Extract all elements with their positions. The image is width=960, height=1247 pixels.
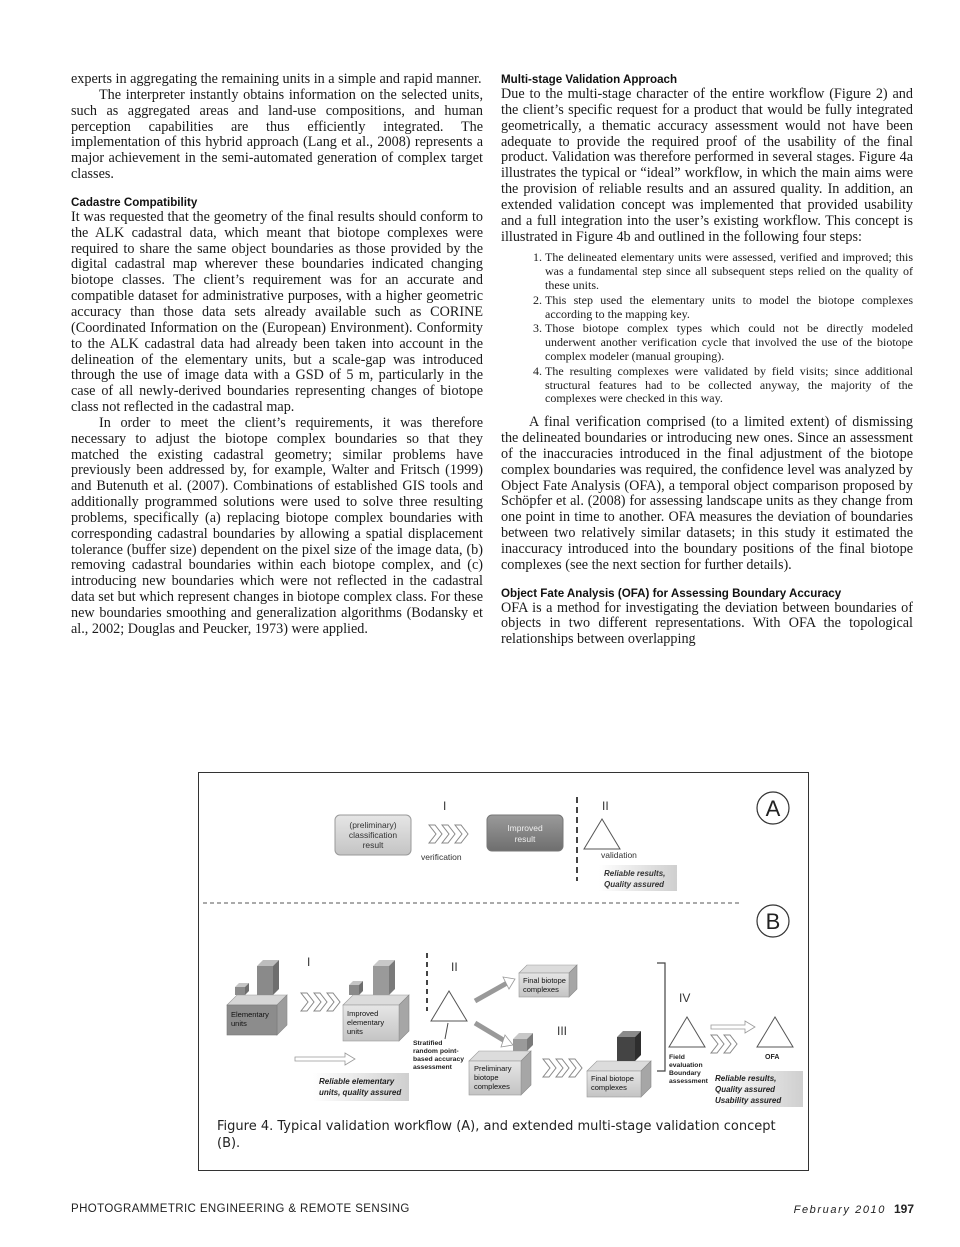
prelim-box-line1: (preliminary) (349, 820, 397, 830)
page-info (794, 1202, 914, 1216)
prelim-line1: Preliminary (474, 1064, 512, 1073)
verification-label: verification (421, 852, 462, 862)
final-top-line1: Final biotope (523, 976, 566, 985)
stage-label-b4: IV (679, 991, 691, 1005)
stage-label-b1: I (307, 955, 311, 969)
right-paragraph-2: A final verification comprised (to a limited extent) of dismissing the delineated boundaries or introducing new ones. Since an assessment of the inaccuracies introduced in the final adjustment of the biotope complex boundaries was required, the confidence level was analyzed by Object Fate Analysis (OFA), a temporal object comparison proposed by Schöpfer et al. (2008) for assessing landscape units as they change from one point in time to another. OFA measures the deviation of boundaries between two relatively similar datasets; in this study it estimated the inaccuracy introduced into the boundary positions of the final biotope complexes (see the next section for further details). (501, 414, 913, 573)
list-item: 3. Those biotope complex types which could not be directly modeled underwent another verification cycle that involved the use of the biotope complex modeler (manual grouping). (545, 322, 913, 363)
reliable-elem-line1: Reliable elementary (319, 1077, 395, 1086)
field-line4: assessment (669, 1078, 708, 1085)
workflow-diagram (199, 773, 808, 1113)
improved-box-line1: Improved (507, 823, 543, 833)
section-heading-ofa: Object Fate Analysis (OFA) for Assessing Boundary Accuracy (501, 586, 842, 600)
section-heading-cadastre: Cadastre Compatibility (71, 195, 198, 209)
right-paragraph-3: OFA is a method for investigating the deviation between boundaries of objects in two different representations. With OFA the topological relationships between overlapping (501, 599, 913, 648)
right-paragraph-1: Due to the multi-stage character of the entire workflow (Figure 2) and the client’s specific request for a product that would be fully integrated geometrically, a thematic accuracy assessment would not have been adequate to provide the required proof of the usability of the final product. Validation was therefore performed in several stages. Figure 4a illustrates the typical or “ideal” workflow, in which the main aims were the provision of reliable results and an assured quality. In addition, an extended validation concept was implemented that provided usability and a full integration into the user’s existing workflow. This concept is illustrated in Figure 4b and outlined in the following four steps: (501, 86, 913, 245)
final-top-line2: complexes (523, 985, 559, 994)
panel-b (227, 905, 803, 1107)
final-mid-line1: Final biotope (591, 1074, 634, 1083)
stage-label-b3: III (557, 1024, 568, 1038)
improved-line1: Improved (347, 1009, 379, 1018)
improved-result-box (487, 815, 563, 851)
chevron-arrow-icon (543, 1059, 582, 1077)
triangle-icon (431, 991, 467, 1021)
left-paragraph-2: The interpreter instantly obtains information on the selected units, such as aggregated areas and land-use compositions, and human perception capabilities are thus efficiently integrated. The implementation of this hybrid approach (Lang et al., 2008) represents a major achievement in the semi-automated generation of complex target classes. (71, 86, 483, 183)
stage-label-a2: II (602, 799, 609, 813)
section-heading-validation: Multi-stage Validation Approach (501, 73, 678, 86)
stage-label-a1: I (443, 799, 447, 813)
list-item: 2. This step used the elementary units to model the biotope complexes according to the mapping key. (545, 294, 913, 322)
validation-label: validation (601, 850, 637, 860)
final-mid-line2: complexes (591, 1083, 627, 1092)
right-column (501, 72, 913, 648)
reliable-b-line3: Usability assured (715, 1096, 782, 1105)
arrow-up-right-icon (475, 983, 507, 1001)
improved-line2: elementary (347, 1018, 385, 1027)
triangle-icon (584, 819, 620, 849)
elementary-line1: Elementary (231, 1010, 269, 1019)
triangle-icon (669, 1017, 705, 1047)
elementary-line2: units (231, 1019, 247, 1028)
triangle-icon (757, 1017, 793, 1047)
validation-steps-list (501, 251, 913, 406)
chevron-arrow-icon (301, 993, 340, 1011)
left-paragraph-4: In order to meet the client’s requirements, it was therefore necessary to adjust the biotope complex boundaries so that they matched the existing cadastral geometry; similar problems have previously been addressed by, for example, Walter and Fritsch (1999) and Butenuth et al. (2007). Combinations of established GIS tools and additionally programmed solutions were used to solve three resulting problems, specifically (a) replacing biotope complex boundaries with corresponding cadastral boundaries by allowing a spatial displacement tolerance (buffer size) dependent on the pixel size of the image data, (b) removing cadastral boundaries within each biotope complex, and (c) introducing new boundaries which were not reflected in the cadastral data set but which represent changes in biotope complex class. For these new boundaries smoothing and generalization algorithms (Bodansky et al., 2002; Douglas and Peucker, 1973) were applied. (71, 414, 483, 637)
prelim-box-line3: result (362, 840, 384, 850)
arrow-down-right-icon (475, 1023, 505, 1041)
stratified-line3: based accuracy (413, 1056, 465, 1063)
figure-4 (198, 772, 809, 1171)
list-item: 4. The resulting complexes were validated by field visits; since additional structural features had to be collected anyway, the majority of the complexes were checked in this way. (545, 365, 913, 406)
field-line2: evaluation (669, 1062, 703, 1069)
issue-date: February 2010 (793, 1204, 886, 1216)
ofa-label: OFA (765, 1054, 780, 1061)
reliable-a-line2: Quality assured (604, 880, 665, 889)
panel-a (335, 792, 789, 891)
arrow-icon (295, 1053, 355, 1065)
chevron-arrow-icon (711, 1035, 737, 1053)
bracket (657, 963, 665, 1071)
figure-caption: Figure 4. Typical validation workflow (A), and extended multi-stage validation concept (B). (217, 1119, 776, 1151)
prelim-box-line2: classification (348, 830, 398, 840)
stage-label-b2: II (451, 960, 458, 974)
leader-line (445, 1023, 448, 1039)
reliable-elem-line2: units, quality assured (319, 1088, 402, 1097)
field-line3: Boundary (669, 1070, 701, 1077)
chevron-arrow-icon (429, 825, 468, 843)
left-column (71, 72, 483, 638)
badge-b-label: B (765, 909, 781, 934)
list-item: 1. The delineated elementary units were assessed, verified and improved; this was a fundamental step since all subsequent steps relied on the quality of these units. (545, 251, 913, 292)
arrow-icon (711, 1021, 755, 1033)
reliable-b-line2: Quality assured (715, 1085, 776, 1094)
page-number: 197 (893, 1202, 914, 1216)
prelim-line2: biotope (474, 1073, 499, 1082)
reliable-a-line1: Reliable results, (604, 869, 666, 878)
stratified-line1: Stratified (413, 1040, 443, 1047)
stratified-line2: random point- (413, 1048, 459, 1055)
field-line1: Field (669, 1054, 685, 1061)
stratified-line4: assessment (413, 1064, 452, 1071)
prelim-line3: complexes (474, 1082, 510, 1091)
journal-name: PHOTOGRAMMETRIC ENGINEERING & REMOTE SENSING (71, 1203, 410, 1215)
left-paragraph-3: It was requested that the geometry of the final results should conform to the ALK cadastral data, which meant that biotope complexes were required to share the same object boundaries as those provided by the digital cadastral map wherever these boundaries indicated changing biotope classes. The client’s requirement was for an accurate and compatible dataset for administrative purposes, with a higher geometric accuracy than those data sets already available such as CORINE (Coordinated Information on the (European) Environment). Conformity to the ALK cadastral data had already been taken into account in the delineation of the elementary units, but a scale-gap was introduced through the use of image data with a GSD of 5 m, particularly in the case of all newly-derived boundaries representing changes of biotope class not reflected in the cadastral map. (71, 208, 483, 416)
badge-a-label: A (765, 796, 781, 821)
improved-line3: units (347, 1027, 363, 1036)
improved-box-line2: result (514, 834, 536, 844)
left-paragraph-1: experts in aggregating the remaining units in a simple and rapid manner. (71, 71, 482, 87)
reliable-b-line1: Reliable results, (715, 1074, 777, 1083)
